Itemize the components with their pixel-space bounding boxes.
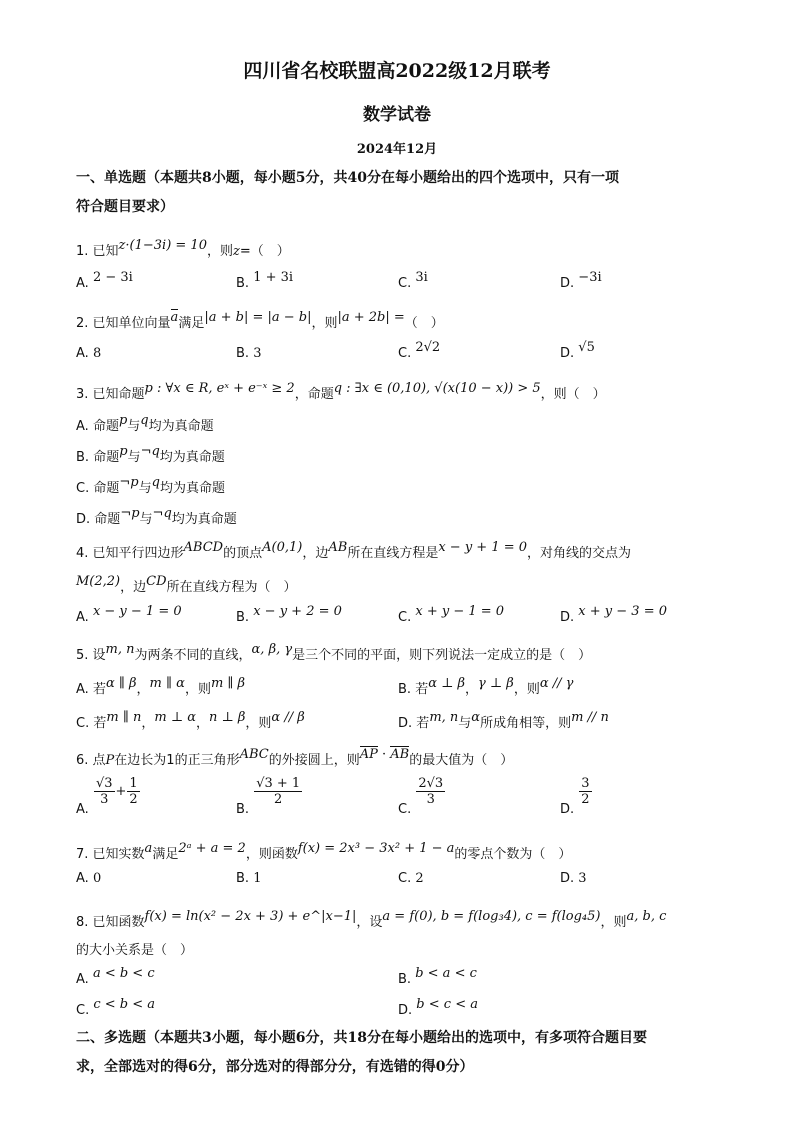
fraction: $\frac{√3}{3}$: [95, 776, 113, 807]
question-4-cont: M(2,2)，边CD所在直线方程为（ ）: [76, 574, 297, 595]
q1-option-d[interactable]: D. −3i: [560, 270, 602, 291]
question-2: 2. 已知单位向量a满足|a + b| = |a − b|，则|a + 2b| =（ ）: [76, 310, 444, 331]
q7-option-b[interactable]: B. 1: [236, 871, 262, 886]
q5-option-a[interactable]: A. 若α ∥ β，m ∥ α，则m ∥ β: [76, 676, 246, 697]
question-3: 3. 已知命题p : ∀x ∈ R, eˣ + e⁻ˣ ≥ 2，命题q : ∃x ∈ (0,10), √(x(10 − x)) > 5，则（ ）: [76, 381, 606, 402]
q6-option-a[interactable]: A. $\frac{√3}{3}$ + $\frac{1}{2}$: [76, 776, 138, 817]
fraction: $\frac{2√3}{3}$: [418, 776, 444, 807]
q4-option-d[interactable]: D. x + y − 3 = 0: [560, 604, 667, 625]
q7-option-c[interactable]: C. 2: [398, 871, 424, 886]
q3-option-d[interactable]: D. 命题¬p与¬q均为真命题: [76, 506, 237, 527]
q7-option-a[interactable]: A. 0: [76, 871, 102, 886]
q8-option-b[interactable]: B. b < a < c: [398, 966, 477, 987]
question-1: 1. 已知z·(1−3i) = 10，则z=（ ）: [76, 238, 290, 259]
q6-option-d[interactable]: D. $\frac{3}{2}$: [560, 776, 590, 817]
section2-heading: 二、多选题（本题共3小题，每小题6分，共18分在每小题给出的选项中，有多项符合题目要 求，全部选对的得6分，部分选对的得部分分，有选错的得0分）: [76, 1030, 647, 1075]
q8-option-d[interactable]: D. b < c < a: [398, 997, 478, 1018]
q5-option-d[interactable]: D. 若m, n与α所成角相等，则m // n: [398, 710, 609, 731]
q6-option-c[interactable]: C. $\frac{2√3}{3}$: [398, 776, 444, 817]
question-8-cont: 的大小关系是（ ）: [76, 943, 194, 958]
q1-option-b[interactable]: B. 1 + 3i: [236, 270, 294, 291]
q2-option-b[interactable]: B. 3: [236, 346, 262, 361]
q1-option-a[interactable]: A. 2 − 3i: [76, 270, 133, 291]
q4-option-c[interactable]: C. x + y − 1 = 0: [398, 604, 505, 625]
section1-heading: 一、单选题（本题共8小题，每小题5分，共40分在每小题给出的四个选项中，只有一项 符合题目要求）: [76, 170, 619, 215]
q5-option-c[interactable]: C. 若m ∥ n，m ⊥ α，n ⊥ β，则α // β: [76, 710, 305, 731]
q7-option-d[interactable]: D. 3: [560, 871, 587, 886]
fraction: $\frac{√3 + 1}{2}$: [256, 776, 301, 807]
q2-option-a[interactable]: A. 8: [76, 346, 102, 361]
q3-option-c[interactable]: C. 命题¬p与q均为真命题: [76, 475, 225, 496]
q8-option-a[interactable]: A. a < b < c: [76, 966, 155, 987]
q2-option-d[interactable]: D. √5: [560, 340, 595, 361]
q3-option-b[interactable]: B. 命题p与¬q均为真命题: [76, 444, 225, 465]
q5-option-b[interactable]: B. 若α ⊥ β，γ ⊥ β，则α // γ: [398, 676, 574, 697]
q3-option-a[interactable]: A. 命题p与q均为真命题: [76, 413, 214, 434]
question-6: 6. 点P在边长为1的正三角形ABC的外接圆上，则AP · AB的最大值为（ ）: [76, 747, 514, 768]
fraction: $\frac{1}{2}$: [129, 776, 138, 807]
fraction: $\frac{3}{2}$: [581, 776, 590, 807]
question-5: 5. 设m, n为两条不同的直线，α, β, γ是三个不同的平面，则下列说法一定成立的是（ ）: [76, 642, 592, 663]
q1-option-c[interactable]: C. 3i: [398, 270, 428, 291]
q4-option-a[interactable]: A. x − y − 1 = 0: [76, 604, 182, 625]
exam-date: 2024年12月: [356, 142, 438, 157]
q6-option-b[interactable]: B. $\frac{√3 + 1}{2}$: [236, 776, 301, 817]
q8-option-c[interactable]: C. c < b < a: [76, 997, 156, 1018]
exam-subject: 数学试卷: [363, 105, 431, 125]
q4-option-b[interactable]: B. x − y + 2 = 0: [236, 604, 342, 625]
exam-title: 四川省名校联盟高2022级12月联考: [243, 60, 551, 82]
question-4: 4. 已知平行四边形ABCD的顶点A(0,1)，边AB所在直线方程是x − y + 1 = 0，对角线的交点为: [76, 540, 632, 561]
q2-option-c[interactable]: C. 2√2: [398, 340, 441, 361]
question-7: 7. 已知实数a满足2ᵃ + a = 2，则函数f(x) = 2x³ − 3x² + 1 − a的零点个数为（ ）: [76, 841, 572, 862]
question-8: 8. 已知函数f(x) = ln(x² − 2x + 3) + e^|x−1|，设a = f(0), b = f(log₃4), c = f(log₄5)，则a, b, c: [76, 909, 667, 930]
